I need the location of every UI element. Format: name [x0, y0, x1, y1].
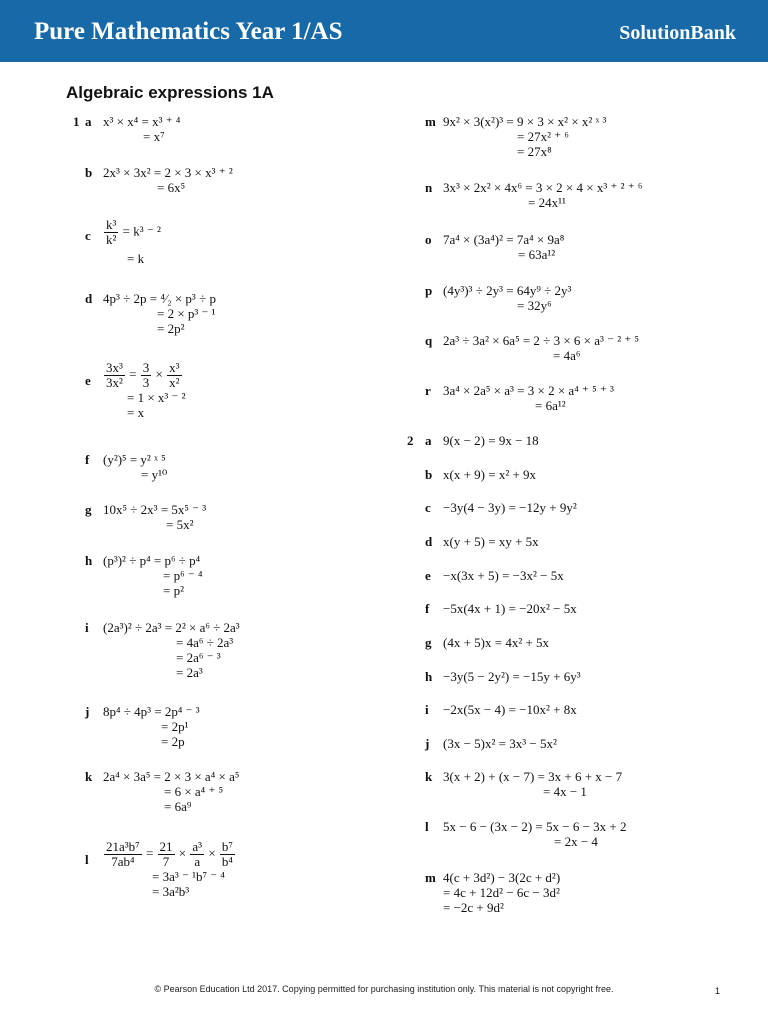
math-line: = 6a¹² — [535, 398, 566, 413]
q2-item-g — [425, 635, 550, 650]
q1-item-d — [85, 291, 216, 336]
item-label: c — [85, 228, 91, 243]
math-line: = 2p — [161, 734, 185, 749]
item-label: i — [425, 702, 429, 717]
math-line: = 4x − 1 — [543, 784, 587, 799]
item-label: o — [425, 232, 432, 247]
math-line: = 24x¹¹ — [528, 195, 566, 210]
math-line: = 2p² — [157, 321, 185, 336]
math-line: = k³ ⁻ ² — [122, 223, 161, 239]
math-line: (4x + 5)x = 4x² + 5x — [443, 635, 550, 650]
item-label: q — [425, 333, 433, 348]
q1-item-j — [85, 704, 200, 749]
math-line: = −2c + 9d² — [443, 900, 504, 915]
q1-item-k — [85, 769, 240, 814]
item-label: d — [425, 534, 433, 549]
q1-item-l: l $\frac{\text{21a³b⁷}}{\text{7ab⁴}}$ = $\frac{21}{7}$ × $\frac{\text{a³}}{a}$ × $\frac{\text{b⁷}}{\text{b⁴}}$ = 3a³ ⁻ ¹b⁷ ⁻ ⁴ = 3a²b³ — [103, 840, 236, 899]
section-heading: Algebraic expressions 1A — [66, 83, 274, 102]
item-label: l — [85, 852, 89, 867]
item-label: g — [425, 635, 432, 650]
item-label: f — [425, 601, 430, 616]
math-line: = k — [127, 251, 145, 266]
item-label: m — [425, 870, 436, 885]
fraction: $\frac{21}{7}$ — [159, 839, 173, 869]
fraction: $\frac{\text{b⁷}}{\text{b⁴}}$ — [221, 839, 233, 869]
math-line: = 1 × x³ ⁻ ² — [127, 390, 186, 405]
math-line: 10x⁵ ÷ 2x³ = 5x⁵ ⁻ ³ — [103, 502, 207, 517]
q1-item-h — [85, 553, 203, 598]
item-label: l — [425, 819, 429, 834]
math-line: = 5x² — [166, 517, 194, 532]
item-label: j — [85, 704, 90, 719]
math-line: 2a³ ÷ 3a² × 6a⁵ = 2 ÷ 3 × 6 × a³ ⁻ ² ⁺ ⁵ — [443, 333, 640, 348]
item-label: c — [425, 500, 431, 515]
math-line: = x⁷ — [143, 129, 165, 144]
math-line: 3a⁴ × 2a⁵ × a³ = 3 × 2 × a⁴ ⁺ ⁵ ⁺ ³ — [443, 383, 614, 398]
q1-item-n — [425, 180, 643, 210]
math-line: 5x − 6 − (3x − 2) = 5x − 6 − 3x + 2 — [443, 819, 627, 834]
item-label: e — [85, 373, 91, 388]
q2-item-m — [425, 870, 561, 915]
item-label: h — [85, 553, 93, 568]
item-label: j — [425, 736, 430, 751]
q1-item-b — [85, 165, 233, 195]
q1-item-q — [425, 333, 640, 363]
math-line: = 2 × p³ ⁻ ¹ — [157, 306, 216, 321]
q2-item-d — [425, 534, 539, 549]
fraction: $\frac{\text{3x³}}{\text{3x²}}$ — [106, 360, 123, 390]
q1-item-p — [425, 283, 572, 313]
copyright-footer: © Pearson Education Ltd 2017. Copying permitted for purchasing institution only. This material is not copyright free. — [154, 984, 614, 994]
math-line: = 2a³ — [176, 665, 203, 680]
math-line: = 27x⁸ — [517, 144, 552, 159]
math-line: 8p⁴ ÷ 4p³ = 2p⁴ ⁻ ³ — [103, 704, 200, 719]
q2-item-k — [425, 769, 623, 799]
math-line: −5x(4x + 1) = −20x² − 5x — [443, 601, 577, 616]
q1-item-g — [85, 502, 207, 532]
math-line: x³ × x⁴ = x³ ⁺ ⁴ — [103, 114, 181, 129]
q2-item-e — [425, 568, 564, 583]
math-line: −x(3x + 5) = −3x² − 5x — [443, 568, 564, 583]
math-line: = 32y⁶ — [517, 298, 552, 313]
q2-item-j — [425, 736, 557, 751]
fraction: $\frac{\text{x³}}{\text{x²}}$ — [169, 360, 180, 390]
q1-item-o — [425, 232, 565, 262]
question-number-2: 2 — [407, 433, 414, 448]
q2-item-c — [425, 500, 577, 515]
math-line: x(y + 5) = xy + 5x — [443, 534, 539, 549]
item-label: i — [85, 620, 89, 635]
item-label: h — [425, 669, 433, 684]
item-label: g — [85, 502, 92, 517]
item-label: k — [85, 769, 93, 784]
q2-item-a — [407, 433, 539, 448]
math-line: 2x³ × 3x² = 2 × 3 × x³ ⁺ ² — [103, 165, 233, 180]
math-line: = 2a⁶ ⁻ ³ — [176, 650, 221, 665]
math-line: (y²)⁵ = y² ˣ ⁵ — [103, 452, 166, 467]
math-line: = 6a⁹ — [164, 799, 192, 814]
item-label: r — [425, 383, 431, 398]
item-label: p — [425, 283, 433, 298]
math-line: = 3a²b³ — [152, 884, 190, 899]
q1-item-i — [85, 620, 240, 680]
math-line: 9x² × 3(x²)³ = 9 × 3 × x² × x² ˣ ³ — [443, 114, 607, 129]
math-line: −2x(5x − 4) = −10x² + 8x — [443, 702, 577, 717]
math-line: = p² — [163, 583, 184, 598]
math-line: 2a⁴ × 3a⁵ = 2 × 3 × a⁴ × a⁵ — [103, 769, 240, 784]
item-label: m — [425, 114, 436, 129]
item-label: a — [85, 114, 92, 129]
page-number: 1 — [714, 986, 720, 996]
math-line: −3y(5 − 2y²) = −15y + 6y³ — [443, 669, 581, 684]
math-line: = 2x − 4 — [554, 834, 598, 849]
math-line: (2a³)² ÷ 2a³ = 2² × a⁶ ÷ 2a³ — [103, 620, 240, 635]
fraction: $\frac{\text{21a³b⁷}}{\text{7ab⁴}}$ — [106, 839, 140, 869]
math-line: 4p³ ÷ 2p = ⁴⁄₂ × p³ ÷ p — [103, 291, 216, 306]
math-line: = 6x⁵ — [157, 180, 186, 195]
q2-item-b — [425, 467, 537, 482]
math-line: −3y(4 − 3y) = −12y + 9y² — [443, 500, 577, 515]
q2-item-l — [425, 819, 627, 849]
math-line: 3(x + 2) + (x − 7) = 3x + 6 + x − 7 — [443, 769, 623, 784]
math-line: = 6 × a⁴ ⁺ ⁵ — [164, 784, 224, 799]
header-banner — [0, 0, 768, 62]
item-label: n — [425, 180, 433, 195]
item-label: f — [85, 452, 90, 467]
q1-item-r — [425, 383, 614, 413]
fraction: $\frac{\text{a³}}{a}$ — [192, 839, 203, 869]
item-label: a — [425, 433, 432, 448]
math-line: (p³)² ÷ p⁴ = p⁶ ÷ p⁴ — [103, 553, 201, 568]
q2-item-i — [425, 702, 577, 717]
math-line: = 27x² ⁺ ⁶ — [517, 129, 569, 144]
math-line: 9(x − 2) = 9x − 18 — [443, 433, 539, 448]
math-line: x(x + 9) = x² + 9x — [443, 467, 537, 482]
math-line: 3x³ × 2x² × 4x⁶ = 3 × 2 × 4 × x³ ⁺ ² ⁺ ⁶ — [443, 180, 643, 195]
item-label: e — [425, 568, 431, 583]
math-line: (3x − 5)x² = 3x³ − 5x² — [443, 736, 557, 751]
book-title: Pure Mathematics Year 1/AS — [34, 18, 343, 45]
q1-item-c — [85, 217, 161, 266]
question-number-1: 1 — [73, 114, 80, 129]
math-line: = x — [127, 405, 145, 420]
math-line: = 4c + 12d² − 6c − 3d² — [443, 885, 560, 900]
fraction: $\frac{\text{k³}}{\text{k²}}$ — [106, 217, 117, 247]
q2-item-h — [425, 669, 581, 684]
item-label: d — [85, 291, 93, 306]
math-line: = 3a³ ⁻ ¹b⁷ ⁻ ⁴ — [152, 869, 225, 884]
math-line: 4(c + 3d²) − 3(2c + d²) — [443, 870, 561, 885]
math-line: = p⁶ ⁻ ⁴ — [163, 568, 203, 583]
q1-item-f — [85, 452, 168, 482]
math-line: = 4a⁶ — [553, 348, 581, 363]
item-label: b — [85, 165, 93, 180]
q1-item-m — [425, 114, 607, 159]
q1-item-a — [73, 114, 181, 144]
math-line: 7a⁴ × (3a⁴)² = 7a⁴ × 9a⁸ — [443, 232, 565, 247]
math-line: (4y³)³ ÷ 2y³ = 64y⁹ ÷ 2y³ — [443, 283, 572, 298]
math-line: = y¹⁰ — [141, 467, 168, 482]
q2-item-f — [425, 601, 577, 616]
item-label: b — [425, 467, 433, 482]
math-line: = 4a⁶ ÷ 2a³ — [176, 635, 234, 650]
item-label: k — [425, 769, 433, 784]
math-line: = 63a¹² — [518, 247, 556, 262]
math-line: = 2p¹ — [161, 719, 189, 734]
brand-name: SolutionBank — [619, 22, 736, 44]
q1-item-e: e $\frac{\text{3x³}}{\text{3x²}}$ = $\frac{3}{3}$ × $\frac{\text{x³}}{\text{x²}}$ = 1 × x³ ⁻ ² = x — [85, 360, 186, 420]
fraction: $\frac{3}{3}$ — [142, 360, 150, 390]
